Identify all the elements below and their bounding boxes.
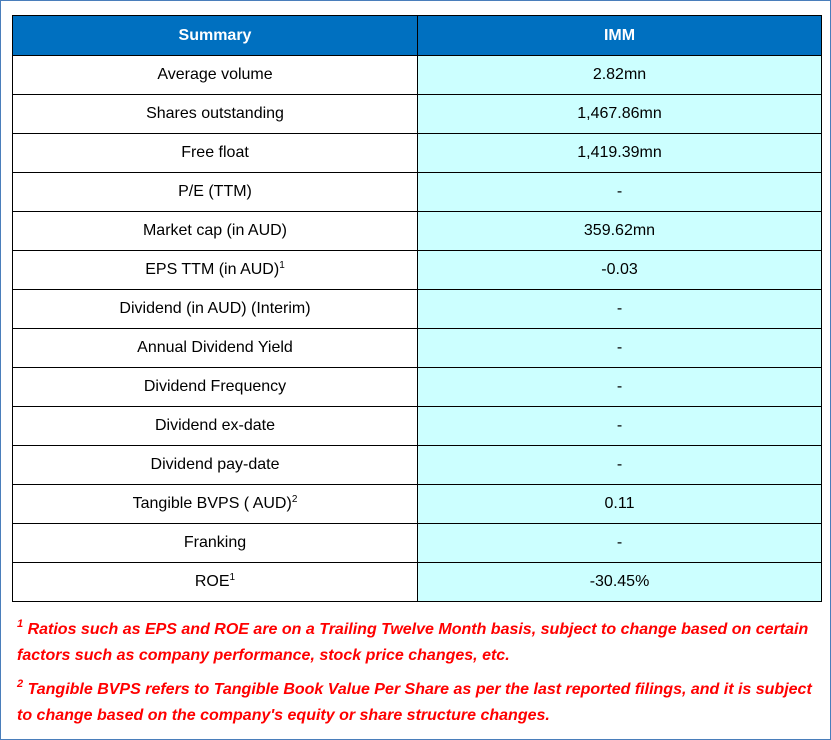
row-value: 359.62mn [418,212,822,251]
row-value: - [418,290,822,329]
row-value: 2.82mn [418,56,822,95]
row-value: - [418,368,822,407]
summary-table [12,15,822,602]
footnote-marker: 1 [17,618,24,630]
row-value: - [418,173,822,212]
table-row [13,407,822,446]
table-row [13,251,822,290]
footnotes [17,617,817,729]
row-label: P/E (TTM) [178,183,252,200]
row-label: Franking [183,534,247,551]
footnote-1 [17,617,817,669]
row-label-cell [13,329,418,368]
row-label-cell [13,134,418,173]
table-header-row [13,16,822,56]
row-value: - [418,446,822,485]
row-label: Dividend (in AUD) (Interim) [119,300,311,317]
footnote-reference: 1 [279,260,285,271]
row-label-cell [13,251,418,290]
row-value: 1,467.86mn [418,95,822,134]
footnote-reference: 1 [229,572,236,583]
row-label: Tangible BVPS ( AUD) [132,495,292,512]
table-row [13,329,822,368]
row-label: EPS TTM (in AUD) [145,261,280,278]
row-label-cell [13,485,418,524]
table-row [13,134,822,173]
table-row [13,56,822,95]
row-value: 1,419.39mn [418,134,822,173]
row-label: Free float [181,144,249,161]
row-label: Dividend ex-date [154,417,276,434]
row-value: 0.11 [418,485,822,524]
row-value: - [418,407,822,446]
table-row [13,524,822,563]
row-label-cell [13,524,418,563]
row-label-cell [13,212,418,251]
row-label: Market cap (in AUD) [142,222,288,239]
footnote-text: Tangible BVPS refers to Tangible Book Value Per Share as per the last reported filings, and it is subject to change based on the company's equity or share structure changes. [17,681,812,724]
row-value: - [418,329,822,368]
header-summary: Summary [13,16,418,56]
row-label: Dividend pay-date [150,456,280,473]
table-row [13,485,822,524]
table-row [13,368,822,407]
table-row [13,446,822,485]
row-value: -30.45% [418,563,822,602]
row-label-cell [13,290,418,329]
header-ticker: IMM [418,16,822,56]
row-label-cell [13,95,418,134]
table-body [13,56,822,602]
row-label-cell [13,446,418,485]
row-value: -0.03 [418,251,822,290]
row-label: Annual Dividend Yield [137,339,293,356]
row-label-cell [13,368,418,407]
table-row [13,173,822,212]
row-label-cell [13,173,418,212]
row-value: - [418,524,822,563]
row-label: ROE [194,573,230,590]
table-row [13,563,822,602]
footnote-reference: 2 [291,494,298,505]
table-row [13,290,822,329]
footnote-text: Ratios such as EPS and ROE are on a Trailing Twelve Month basis, subject to change based on certain factors such as company performance, stock price changes, etc. [17,621,809,664]
footnote-marker: 2 [17,678,24,690]
row-label-cell [13,56,418,95]
row-label: Dividend Frequency [143,378,287,395]
table-row [13,212,822,251]
row-label-cell [13,407,418,446]
row-label: Average volume [157,66,273,83]
row-label: Shares outstanding [146,105,284,122]
footnote-2 [17,677,817,729]
row-label-cell [13,563,418,602]
table-row [13,95,822,134]
